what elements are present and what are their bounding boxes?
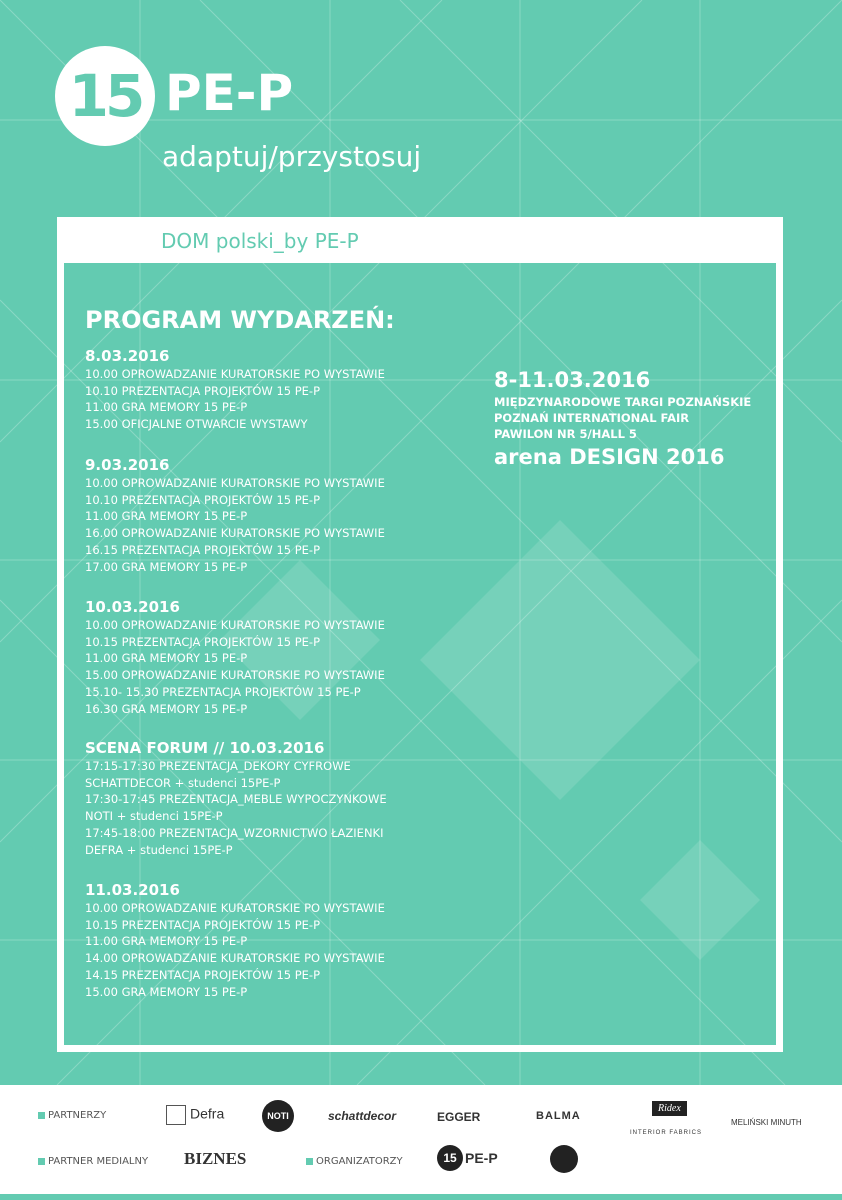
event-item: 11.00 GRA MEMORY 15 PE-P [85, 400, 248, 415]
event-item: 10.00 OPROWADZANIE KURATORSKIE PO WYSTAWIE [85, 618, 385, 632]
organizer-15pep-logo [437, 1145, 498, 1171]
event-item: 15.00 GRA MEMORY 15 PE-P [85, 984, 248, 999]
event-item: 16.30 GRA MEMORY 15 PE-P [85, 701, 248, 716]
egger-logo: EGGER [437, 1110, 481, 1124]
venue-dates: 8-11.03.2016 [494, 368, 651, 392]
event-item: 15.00 OFICJALNE OTWARCIE WYSTAWY [85, 417, 308, 432]
event-item: 17:15-17:30 PREZENTACJA_DEKORY CYFROWE [85, 759, 351, 773]
day-date: 9.03.2016 [85, 456, 170, 474]
event-item: SCHATTDECOR + studenci 15PE-P [85, 775, 281, 790]
day-block [85, 347, 385, 433]
media-partner-label: PARTNER MEDIALNY [38, 1156, 148, 1167]
event-item: 15.00 OPROWADZANIE KURATORSKIE PO WYSTAWIE [85, 668, 385, 683]
event-item: NOTI + studenci 15PE-P [85, 809, 223, 824]
square-bullet-icon [38, 1158, 45, 1165]
day-block [85, 881, 385, 1000]
organizer-logo-name: PE-P [465, 1150, 498, 1166]
logo-name: PE-P [165, 64, 294, 122]
partners-label: PARTNERZY [38, 1110, 106, 1121]
program-title: PROGRAM WYDARZEŃ: [85, 306, 395, 334]
square-bullet-icon [38, 1112, 45, 1119]
event-item: 17:45-18:00 PREZENTACJA_WZORNICTWO ŁAZIENKI [85, 825, 384, 840]
event-item: 10.15 PREZENTACJA PROJEKTÓW 15 PE-P [85, 634, 321, 649]
event-item: 10.15 PREZENTACJA PROJEKTÓW 15 PE-P [85, 917, 321, 932]
footer-accent-line [0, 1194, 842, 1200]
organizers-label: ORGANIZATORZY [306, 1156, 403, 1167]
day-date: SCENA FORUM // 10.03.2016 [85, 739, 325, 757]
organizer-logo-circle: 15 [437, 1145, 463, 1171]
event-item: 16.15 PREZENTACJA PROJEKTÓW 15 PE-P [85, 542, 321, 557]
defra-logo: Defra [166, 1105, 224, 1125]
day-date: 10.03.2016 [85, 598, 180, 616]
noti-logo: NOTI [262, 1100, 294, 1132]
event-item: 16.00 OPROWADZANIE KURATORSKIE PO WYSTAWIE [85, 526, 385, 541]
event-item: 10.00 OPROWADZANIE KURATORSKIE PO WYSTAWIE [85, 367, 385, 381]
event-item: 15.10- 15.30 PREZENTACJA PROJEKTÓW 15 PE-P [85, 684, 361, 699]
organizer-round-logo-icon [550, 1145, 578, 1173]
biznes-logo: BIZNES [184, 1149, 247, 1168]
event-item: 14.15 PREZENTACJA PROJEKTÓW 15 PE-P [85, 967, 321, 982]
day-block [85, 456, 385, 575]
event-item: 10.10 PREZENTACJA PROJEKTÓW 15 PE-P [85, 383, 321, 398]
schattdecor-logo: schattdecor [328, 1109, 397, 1123]
event-item: 17.00 GRA MEMORY 15 PE-P [85, 559, 248, 574]
interior-fabrics-text: INTERIOR FABRICS [630, 1130, 703, 1136]
event-item: 11.00 GRA MEMORY 15 PE-P [85, 509, 248, 524]
day-date: 11.03.2016 [85, 881, 180, 899]
venue-line: MIĘDZYNARODOWE TARGI POZNAŃSKIE [494, 395, 752, 409]
frame-title: DOM polski_by PE-P [161, 229, 359, 253]
event-item: 11.00 GRA MEMORY 15 PE-P [85, 934, 248, 949]
venue-arena: arena DESIGN 2016 [494, 445, 725, 469]
event-item: 17:30-17:45 PREZENTACJA_MEBLE WYPOCZYNKOWE [85, 792, 387, 807]
balma-logo: BALMA [536, 1110, 581, 1122]
venue-line: PAWILON NR 5/HALL 5 [494, 427, 637, 441]
event-item: 10.00 OPROWADZANIE KURATORSKIE PO WYSTAWIE [85, 476, 385, 490]
event-item: 10.00 OPROWADZANIE KURATORSKIE PO WYSTAWIE [85, 901, 385, 915]
venue-info [494, 366, 751, 472]
tagline: adaptuj/przystosuj [162, 140, 422, 173]
day-date: 8.03.2016 [85, 347, 170, 365]
day-block [85, 739, 387, 858]
square-bullet-icon [306, 1158, 313, 1165]
ridex-logo: Ridex [652, 1101, 687, 1116]
event-item: 10.10 PREZENTACJA PROJEKTÓW 15 PE-P [85, 492, 321, 507]
event-item: 11.00 GRA MEMORY 15 PE-P [85, 651, 248, 666]
event-item: 14.00 OPROWADZANIE KURATORSKIE PO WYSTAWIE [85, 951, 385, 966]
footer [0, 1085, 842, 1200]
logo-number-circle: 15 [55, 46, 155, 146]
day-block [85, 598, 385, 717]
defra-icon [166, 1105, 186, 1125]
event-item: DEFRA + studenci 15PE-P [85, 842, 233, 857]
melinski-minuth-logo: MELIŃSKI MINUTH [731, 1118, 802, 1127]
venue-line: POZNAŃ INTERNATIONAL FAIR [494, 411, 690, 425]
